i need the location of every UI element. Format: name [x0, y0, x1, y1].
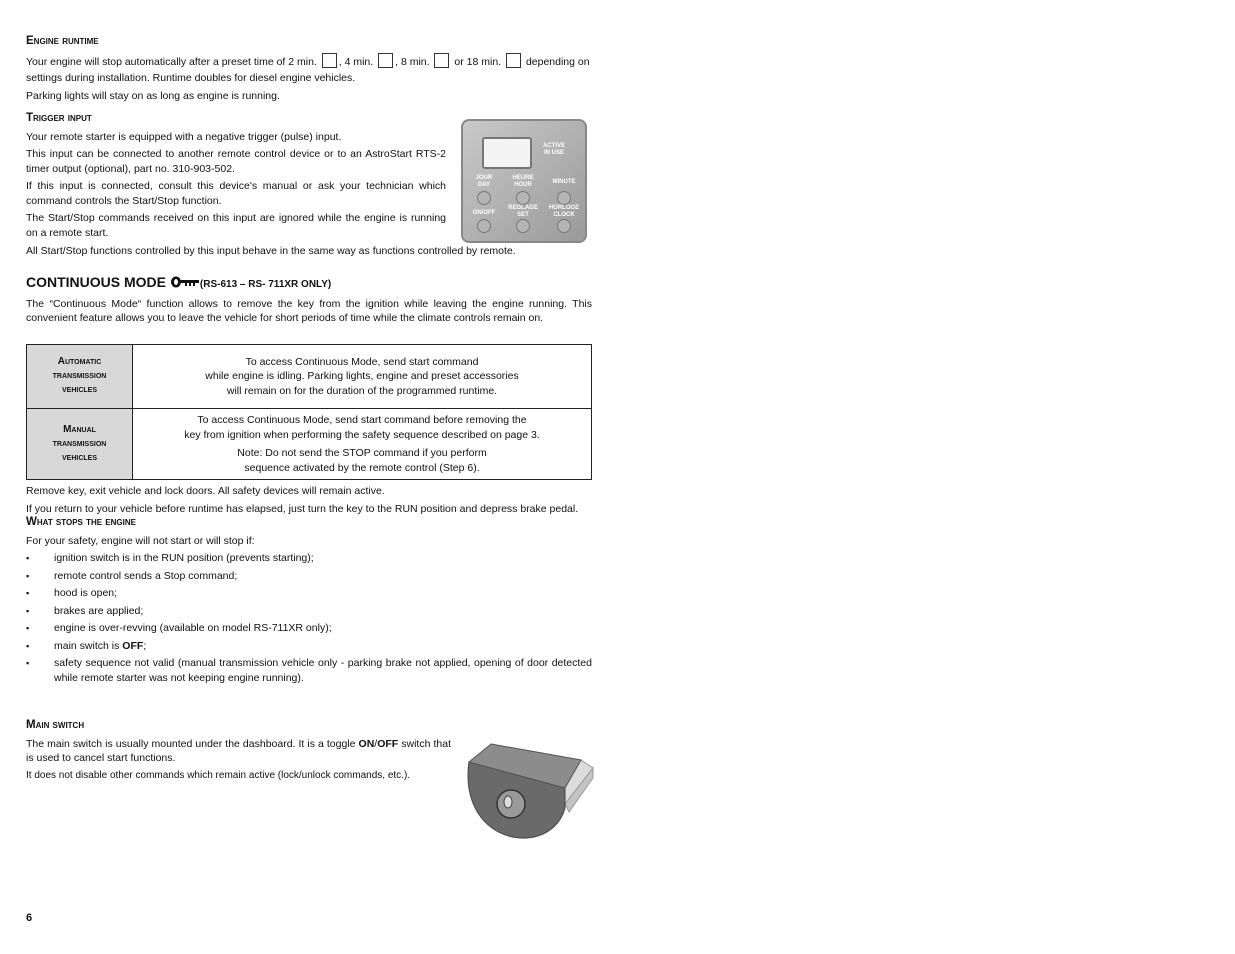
list-item: ▪ safety sequence not valid (manual transmission vehicle only - parking brake not applied, opening of door detected while remote starter was not keeping engine running).	[26, 656, 592, 685]
continuous-mode-heading	[26, 275, 592, 293]
row-text-automatic: To access Continuous Mode, send start command while engine is idling. Parking lights, engine and preset accessories will remain on for the duration of the programmed runtime.	[133, 344, 592, 409]
panel-button-minute	[557, 191, 571, 205]
panel-label-onoff: ON/OFF	[472, 210, 496, 216]
engine-runtime-line2: settings during installation. Runtime doubles for diesel engine vehicles.	[26, 72, 356, 84]
row-text-manual: To access Continuous Mode, send start command before removing the key from ignition when performing the safety sequence described on page 3. Note: Do not send the STOP command if you perform sequence activated by the remote control (Step 6).	[133, 409, 592, 480]
row-header-automatic: Automatic transmission vehicles	[27, 344, 133, 409]
continuous-mode-intro: The “Continuous Mode“ function allows to remove the key from the ignition while leaving the engine running. This convenient feature allows you to leave the vehicle for short periods of time while the climate controls remain on.	[26, 297, 592, 324]
main-switch-illustration	[461, 738, 594, 846]
panel-button-day	[477, 191, 491, 205]
panel-button-set	[516, 219, 530, 233]
trigger-input-p5: All Start/Stop functions controlled by this input behave in the same way as functions controlled by remote.	[26, 245, 516, 257]
list-item: ▪ hood is open;	[26, 586, 592, 601]
row-header-manual: Manual transmission vehicles	[27, 409, 133, 480]
trigger-input-p1: Your remote starter is equipped with a negative trigger (pulse) input.	[26, 130, 342, 143]
continuous-mode-section	[26, 275, 592, 519]
panel-button-onoff	[477, 219, 491, 233]
engine-runtime-line3: Parking lights will stay on as long as engine is running.	[26, 89, 280, 102]
continuous-mode-subtitle: (RS-613 – RS- 711XR ONLY)	[199, 279, 332, 290]
list-item: ▪ brakes are applied;	[26, 604, 592, 619]
main-switch-p1: The main switch is usually mounted under the dashboard. It is a toggle ON/OFF switch that is used to cancel start functions.	[26, 737, 451, 764]
table-row	[27, 344, 592, 409]
key-icon	[170, 276, 200, 288]
panel-label-active: ACTIVE IN USE	[542, 143, 565, 156]
engine-runtime-line1: Your engine will stop automatically after a preset time of 2 min. , 4 min. , 8 min. or 18 min. depending on	[26, 53, 592, 70]
what-stops-list	[26, 551, 592, 685]
panel-label-clock: HORLOGE CLOCK	[548, 205, 580, 218]
continuous-mode-after1: Remove key, exit vehicle and lock doors. All safety devices will remain active.	[26, 485, 385, 497]
panel-button-clock	[557, 219, 571, 233]
transmission-table	[26, 344, 592, 481]
trigger-input-p2: This input can be connected to another remote control device or to an AstroStart RTS-2 timer output (optional), part no. 310-903-502.	[26, 148, 446, 175]
what-stops-intro: For your safety, engine will not start or will stop if:	[26, 534, 255, 547]
what-stops-section	[26, 515, 592, 688]
timer-panel-illustration	[461, 119, 587, 243]
table-row	[27, 409, 592, 480]
list-item: ▪ engine is over-revving (available on model RS-711XR only);	[26, 621, 592, 636]
page-number: 6	[26, 912, 33, 924]
panel-label-day: JOUR DAY	[475, 175, 493, 188]
continuous-mode-title: CONTINUOUS MODE	[26, 274, 166, 290]
checkbox-18min	[506, 53, 521, 68]
list-item: ▪ main switch is OFF;	[26, 639, 592, 654]
what-stops-title: What stops the engine	[26, 516, 136, 528]
trigger-input-p3: If this input is connected, consult this device's manual or ask your technician which command controls the Start/Stop function.	[26, 180, 446, 207]
trigger-input-title: Trigger input	[26, 112, 92, 124]
checkbox-4min	[378, 53, 393, 68]
checkbox-8min	[434, 53, 449, 68]
continuous-mode-after2: If you return to your vehicle before runtime has elapsed, just turn the key to the RUN position and depress brake pedal.	[26, 502, 579, 515]
list-item: ▪ ignition switch is in the RUN position (prevents starting);	[26, 551, 592, 566]
main-switch-title: Main switch	[26, 719, 85, 731]
engine-runtime-section	[26, 34, 592, 106]
timer-display	[482, 137, 532, 169]
list-item: ▪ remote control sends a Stop command;	[26, 569, 592, 584]
main-switch-p2: It does not disable other commands which remain active (lock/unlock commands, etc.).	[26, 769, 411, 781]
checkbox-2min	[322, 53, 337, 68]
panel-label-minute: MINUTE	[552, 179, 576, 185]
panel-label-set: REGLAGE SET	[508, 205, 538, 218]
panel-label-hour: HEURE HOUR	[512, 175, 534, 188]
engine-runtime-title: Engine runtime	[26, 35, 99, 47]
panel-button-hour	[516, 191, 530, 205]
trigger-input-p4: The Start/Stop commands received on this input are ignored while the engine is running on a remote start.	[26, 212, 446, 239]
